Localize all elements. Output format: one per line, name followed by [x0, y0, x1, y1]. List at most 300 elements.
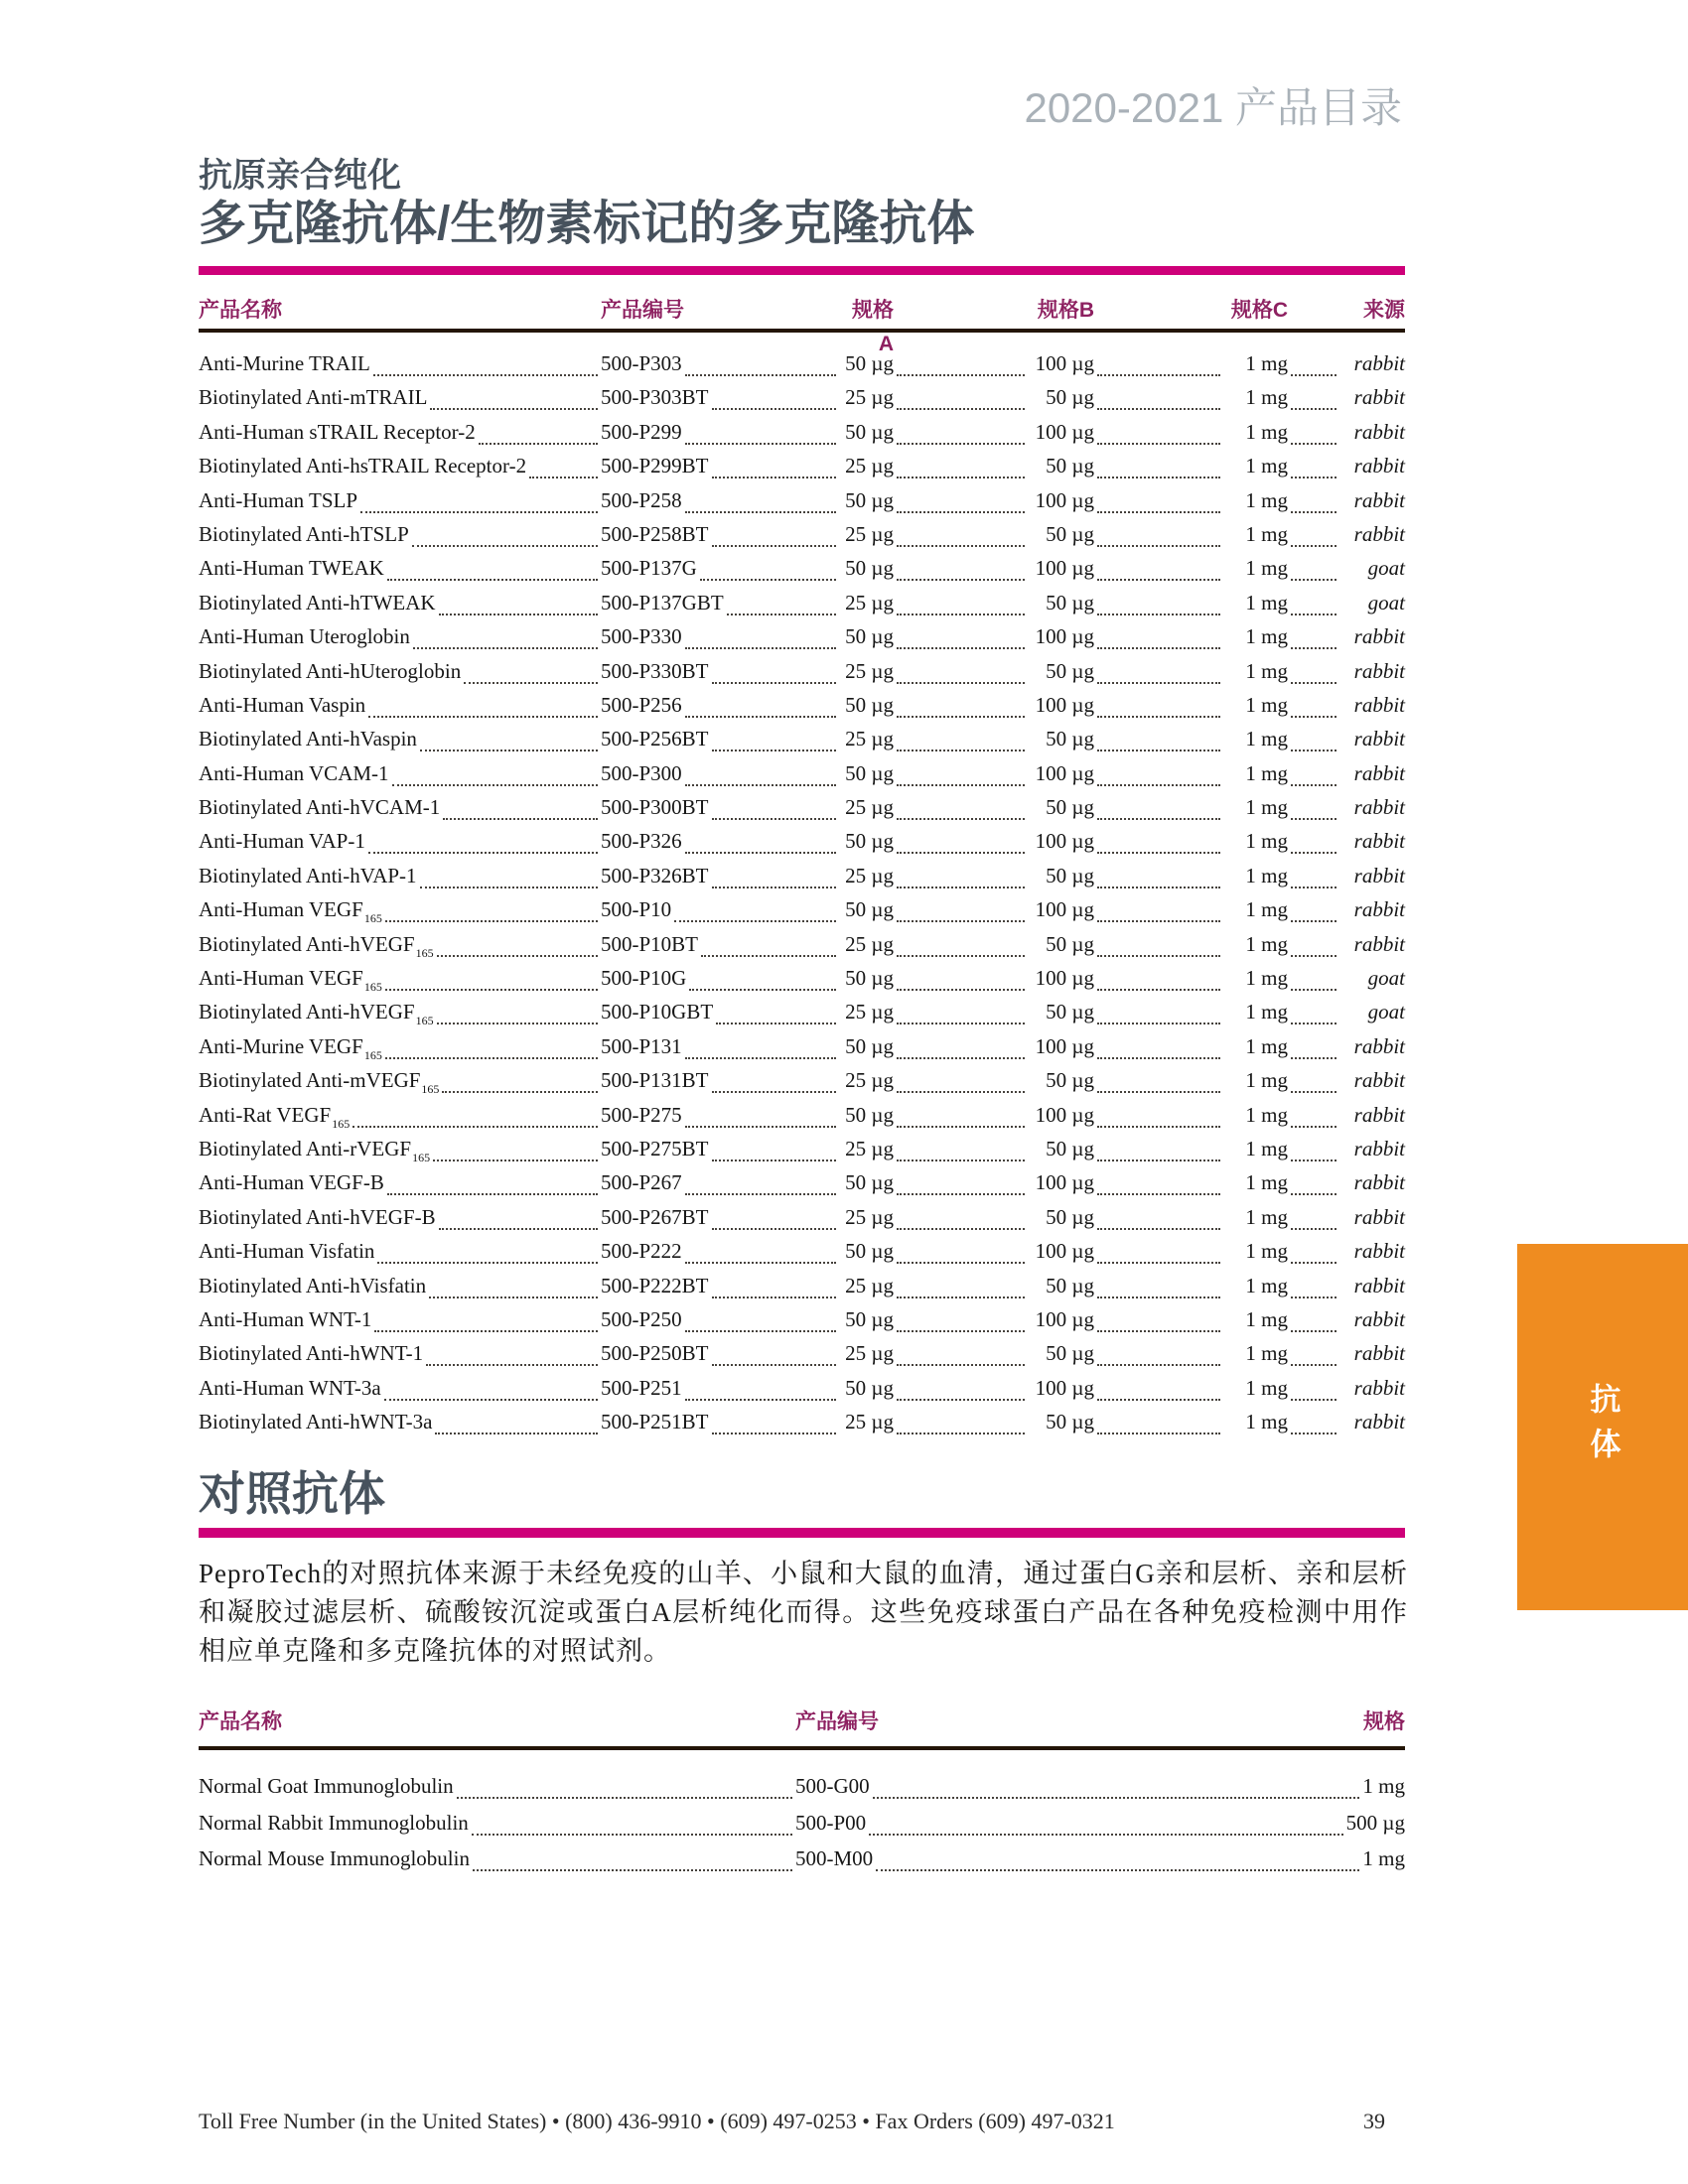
- product-code: 500-P251: [601, 1375, 682, 1400]
- column-header-product-name: 产品名称: [199, 299, 282, 322]
- dotted-leader: [384, 1371, 598, 1401]
- size-c-cell: 1 mg: [1245, 658, 1288, 683]
- product-name: Anti-Murine TRAIL: [199, 351, 370, 375]
- leader-cell: [1094, 483, 1223, 517]
- leader-cell: [1094, 722, 1223, 755]
- dotted-leader: [360, 483, 598, 513]
- dotted-leader: [1097, 619, 1220, 649]
- leader-cell: [1288, 483, 1339, 517]
- dotted-leader: [1291, 859, 1336, 888]
- product-name-subscript: 165: [363, 980, 382, 995]
- leader-cell: [1094, 1200, 1223, 1234]
- product-code-cell: [795, 1842, 1405, 1878]
- dotted-leader: [1291, 1405, 1336, 1434]
- dotted-leader: [716, 995, 836, 1024]
- size-c-cell: 1 mg: [1245, 1170, 1288, 1195]
- leader-cell: [1094, 1098, 1223, 1132]
- size-a-cell: 25 µg: [845, 1410, 894, 1434]
- size-a-cell: 25 µg: [845, 795, 894, 820]
- dotted-leader: [701, 927, 836, 957]
- product-row: [199, 619, 1405, 653]
- product-row: [199, 483, 1405, 517]
- product-name: Anti-Human VCAM-1: [199, 760, 389, 785]
- product-name: Biotinylated Anti-hVaspin: [199, 727, 417, 751]
- control-row: [199, 1769, 1405, 1806]
- size-b-cell: 100 µg: [1035, 1239, 1094, 1264]
- column-header-product-code: 产品编号: [795, 1710, 879, 1733]
- leader-cell: [1094, 1132, 1223, 1165]
- source-cell: rabbit: [1353, 454, 1405, 478]
- footer-contact-line: Toll Free Number (in the United States) • (800) 436-9910 • (609) 497-0253 • Fax Orders (609) 497-0321: [199, 2109, 1115, 2133]
- product-code: 500-P267: [601, 1170, 682, 1195]
- dotted-leader: [1291, 824, 1336, 854]
- dotted-leader: [1291, 1371, 1336, 1401]
- product-code: 500-P330: [601, 624, 682, 649]
- leader-cell: [894, 586, 1028, 619]
- size-a-cell: 25 µg: [845, 1000, 894, 1024]
- product-name-subscript: 165: [332, 1116, 351, 1131]
- product-name-subscript: 165: [415, 945, 434, 960]
- source-cell: rabbit: [1353, 1410, 1405, 1434]
- leader-cell: [894, 1269, 1028, 1302]
- dotted-leader: [1097, 1063, 1220, 1093]
- dotted-leader: [1291, 1029, 1336, 1059]
- dotted-leader: [1291, 1098, 1336, 1128]
- leader-cell: [1094, 449, 1223, 482]
- leader-cell: [894, 415, 1028, 449]
- dotted-leader: [433, 1132, 598, 1161]
- leader-cell: [1288, 927, 1339, 961]
- source-cell: rabbit: [1353, 829, 1405, 854]
- size-b-cell: 100 µg: [1035, 556, 1094, 581]
- product-code: 500-P267BT: [601, 1204, 709, 1229]
- dotted-leader: [1291, 790, 1336, 820]
- dotted-leader: [712, 1336, 836, 1366]
- dotted-leader: [1097, 483, 1220, 513]
- dotted-leader: [1291, 688, 1336, 718]
- size-a-cell: 50 µg: [845, 1033, 894, 1058]
- header-divider-line: [199, 1746, 1405, 1750]
- product-name-cell: [199, 551, 601, 585]
- size-c-cell: 1 mg: [1245, 1239, 1288, 1264]
- source-cell: rabbit: [1353, 1204, 1405, 1229]
- dotted-leader: [897, 1063, 1025, 1093]
- product-code-cell: [601, 380, 839, 414]
- dotted-leader: [727, 586, 836, 615]
- product-name-cell: [199, 756, 601, 790]
- dotted-leader: [1097, 1098, 1220, 1128]
- leader-cell: [894, 1234, 1028, 1268]
- source-cell: goat: [1367, 966, 1405, 991]
- product-row: [199, 1336, 1405, 1370]
- dotted-leader: [674, 892, 836, 922]
- dotted-leader: [1097, 586, 1220, 615]
- leader-cell: [894, 1132, 1028, 1165]
- leader-cell: [1094, 824, 1223, 858]
- dotted-leader: [1097, 551, 1220, 581]
- dotted-leader: [377, 1234, 598, 1264]
- source-cell: rabbit: [1353, 487, 1405, 512]
- product-name: Anti-Rat $VEGF_{165}$: [199, 1102, 351, 1131]
- product-row: [199, 824, 1405, 858]
- size-a-cell: 50 µg: [845, 1102, 894, 1127]
- dotted-leader: [1097, 859, 1220, 888]
- product-name: Biotinylated Anti-hVEGF$_{165}$: [199, 931, 434, 960]
- leader-cell: [1288, 1200, 1339, 1234]
- product-name: Anti-Human VAP-1: [199, 829, 365, 854]
- dotted-leader: [1291, 586, 1336, 615]
- dotted-leader: [712, 1132, 836, 1161]
- dotted-leader: [430, 380, 598, 410]
- product-name-cell: [199, 1200, 601, 1234]
- product-row: [199, 586, 1405, 619]
- product-code: 500-P250BT: [601, 1341, 709, 1366]
- column-header-source: 来源: [1363, 299, 1405, 322]
- leader-cell: [894, 346, 1028, 380]
- column-header-product-name: 产品名称: [199, 1710, 282, 1733]
- dotted-leader: [689, 961, 836, 991]
- dotted-leader: [897, 619, 1025, 649]
- product-row: [199, 517, 1405, 551]
- product-name: Biotinylated Anti-hVEGF$_{165}$: [199, 1000, 434, 1028]
- product-name-subscript: 165: [363, 1047, 382, 1062]
- size-a-cell: 50 µg: [845, 1375, 894, 1400]
- leader-cell: [894, 619, 1028, 653]
- dotted-leader: [897, 1302, 1025, 1332]
- dotted-leader: [712, 1269, 836, 1298]
- leader-cell: [1288, 1063, 1339, 1097]
- size-a-cell: 50 µg: [845, 760, 894, 785]
- section-eyebrow: 抗原亲合纯化: [199, 157, 401, 195]
- product-code-cell: [601, 586, 839, 619]
- dotted-leader: [712, 859, 836, 888]
- dotted-leader: [897, 654, 1025, 684]
- dotted-leader: [1291, 927, 1336, 957]
- product-name-cell: [199, 688, 601, 722]
- source-cell: rabbit: [1353, 1136, 1405, 1160]
- source-cell: rabbit: [1353, 1341, 1405, 1366]
- dotted-leader: [1097, 688, 1220, 718]
- product-name-cell: [199, 654, 601, 688]
- dotted-leader: [374, 1302, 598, 1332]
- product-name-cell: [199, 1098, 601, 1132]
- product-name: Anti-Human WNT-1: [199, 1306, 372, 1331]
- dotted-leader: [897, 1336, 1025, 1366]
- dotted-leader: [1291, 1302, 1336, 1332]
- dotted-leader: [897, 346, 1025, 376]
- size-b-cell: 100 µg: [1035, 624, 1094, 649]
- dotted-leader: [413, 619, 598, 649]
- column-header-size-b: 规格B: [1037, 299, 1094, 322]
- product-name-cell: [199, 824, 601, 858]
- source-cell: rabbit: [1353, 385, 1405, 410]
- leader-cell: [894, 1200, 1028, 1234]
- product-code: 500-P300: [601, 760, 682, 785]
- dotted-leader: [429, 1269, 598, 1298]
- dotted-leader: [897, 1371, 1025, 1401]
- dotted-leader: [712, 1200, 836, 1230]
- source-cell: rabbit: [1353, 692, 1405, 717]
- dotted-leader: [420, 722, 598, 751]
- leader-cell: [1094, 586, 1223, 619]
- product-code: 500-P330BT: [601, 658, 709, 683]
- product-code-cell: [601, 1029, 839, 1063]
- leader-cell: [1094, 654, 1223, 688]
- size-a-cell: 25 µg: [845, 385, 894, 410]
- leader-cell: [1288, 1234, 1339, 1268]
- product-code: 500-P256: [601, 692, 682, 717]
- leader-cell: [894, 1371, 1028, 1405]
- dotted-leader: [712, 654, 836, 684]
- size-a-cell: 50 µg: [845, 487, 894, 512]
- column-header-size-c: 规格C: [1230, 299, 1288, 322]
- product-name: Anti-Human VEGF-B: [199, 1170, 384, 1195]
- dotted-leader: [873, 1769, 1360, 1799]
- leader-cell: [1288, 346, 1339, 380]
- size-c-cell: 1 mg: [1245, 624, 1288, 649]
- dotted-leader: [897, 688, 1025, 718]
- dotted-leader: [472, 1806, 792, 1836]
- product-code: 500-P326BT: [601, 863, 709, 887]
- dotted-leader: [897, 1132, 1025, 1161]
- dotted-leader: [392, 756, 598, 786]
- dotted-leader: [897, 756, 1025, 786]
- magenta-rule-control: [199, 1528, 1405, 1538]
- dotted-leader: [1291, 1132, 1336, 1161]
- leader-cell: [1288, 961, 1339, 995]
- leader-cell: [1288, 449, 1339, 482]
- dotted-leader: [385, 892, 598, 922]
- source-cell: rabbit: [1353, 624, 1405, 649]
- dotted-leader: [457, 1769, 792, 1799]
- product-code: 500-P10BT: [601, 931, 699, 956]
- leader-cell: [894, 654, 1028, 688]
- size-b-cell: 100 µg: [1035, 1306, 1094, 1331]
- size-a-cell: 50 µg: [845, 692, 894, 717]
- dotted-leader: [1097, 380, 1220, 410]
- dotted-leader: [1291, 1234, 1336, 1264]
- size-cell: 500 µg: [1345, 1810, 1405, 1835]
- dotted-leader: [897, 1405, 1025, 1434]
- product-code: 500-P303BT: [601, 385, 709, 410]
- product-name-subscript: 165: [412, 1150, 431, 1164]
- product-name-cell: [199, 1165, 601, 1199]
- leader-cell: [1288, 1098, 1339, 1132]
- leader-cell: [1288, 756, 1339, 790]
- leader-cell: [894, 483, 1028, 517]
- product-code-cell: [601, 517, 839, 551]
- dotted-leader: [1291, 1269, 1336, 1298]
- size-c-cell: 1 mg: [1245, 351, 1288, 375]
- product-code: 500-G00: [795, 1774, 870, 1798]
- dotted-leader: [897, 1029, 1025, 1059]
- source-cell: rabbit: [1353, 658, 1405, 683]
- size-b-cell: 50 µg: [1046, 795, 1094, 820]
- dotted-leader: [1097, 790, 1220, 820]
- catalog-edition-title: 2020-2021 产品目录: [1024, 84, 1402, 131]
- product-code: 500-P326: [601, 829, 682, 854]
- control-row: [199, 1806, 1405, 1843]
- product-row: [199, 1200, 1405, 1234]
- leader-cell: [1094, 790, 1223, 824]
- product-code: 500-P299BT: [601, 454, 709, 478]
- dotted-leader: [1291, 1165, 1336, 1195]
- leader-cell: [894, 961, 1028, 995]
- size-c-cell: 1 mg: [1245, 1068, 1288, 1093]
- dotted-leader: [1097, 415, 1220, 445]
- dotted-leader: [1291, 961, 1336, 991]
- dotted-leader: [712, 790, 836, 820]
- dotted-leader: [1097, 1132, 1220, 1161]
- product-name-cell: [199, 1842, 795, 1878]
- dotted-leader: [1097, 1269, 1220, 1298]
- leader-cell: [894, 927, 1028, 961]
- product-name: Biotinylated Anti-rVEGF$_{165}$: [199, 1136, 431, 1164]
- size-c-cell: 1 mg: [1245, 897, 1288, 922]
- leader-cell: [1094, 961, 1223, 995]
- product-name: Anti-Human Visfatin: [199, 1239, 375, 1264]
- product-name: Biotinylated Anti-hWNT-1: [199, 1341, 424, 1366]
- product-name-cell: [199, 483, 601, 517]
- size-b-cell: 50 µg: [1046, 1410, 1094, 1434]
- source-cell: goat: [1367, 1000, 1405, 1024]
- product-code-cell: [795, 1769, 1405, 1806]
- product-name: Biotinylated Anti-hsTRAIL Receptor-2: [199, 454, 527, 478]
- size-c-cell: 1 mg: [1245, 1102, 1288, 1127]
- product-name: Normal Mouse Immunoglobulin: [199, 1846, 470, 1871]
- size-c-cell: 1 mg: [1245, 1136, 1288, 1160]
- source-cell: goat: [1367, 556, 1405, 581]
- size-b-cell: 100 µg: [1035, 1170, 1094, 1195]
- product-name: Biotinylated Anti-hTWEAK: [199, 590, 436, 614]
- size-a-cell: 50 µg: [845, 351, 894, 375]
- leader-cell: [1094, 1336, 1223, 1370]
- leader-cell: [1094, 1063, 1223, 1097]
- dotted-leader: [897, 892, 1025, 922]
- product-name: Biotinylated Anti-hTSLP: [199, 521, 409, 546]
- chapter-tab-label: 抗体: [1585, 1382, 1620, 1472]
- dotted-leader: [685, 688, 836, 718]
- dotted-leader: [876, 1842, 1359, 1871]
- size-a-cell: 50 µg: [845, 556, 894, 581]
- dotted-leader: [897, 1269, 1025, 1298]
- product-code: 500-P137GBT: [601, 590, 724, 614]
- size-c-cell: 1 mg: [1245, 556, 1288, 581]
- dotted-leader: [869, 1806, 1342, 1836]
- product-row: [199, 1029, 1405, 1063]
- product-name: Biotinylated Anti-hVisfatin: [199, 1273, 427, 1297]
- leader-cell: [1094, 415, 1223, 449]
- dotted-leader: [1097, 1371, 1220, 1401]
- control-table-body: [199, 1769, 1405, 1878]
- size-b-cell: 100 µg: [1035, 966, 1094, 991]
- leader-cell: [1094, 892, 1223, 926]
- size-a-cell: 50 µg: [845, 1306, 894, 1331]
- product-code-cell: [601, 1302, 839, 1336]
- dotted-leader: [373, 346, 598, 376]
- leader-cell: [1288, 1336, 1339, 1370]
- control-table-header: [199, 1706, 1405, 1739]
- product-row: [199, 995, 1405, 1028]
- leader-cell: [1288, 1029, 1339, 1063]
- leader-cell: [1094, 1165, 1223, 1199]
- dotted-leader: [1291, 619, 1336, 649]
- dotted-leader: [685, 756, 836, 786]
- product-code-cell: [601, 415, 839, 449]
- product-name-cell: [199, 346, 601, 380]
- leader-cell: [1288, 380, 1339, 414]
- size-b-cell: 100 µg: [1035, 692, 1094, 717]
- source-cell: rabbit: [1353, 1273, 1405, 1297]
- product-name-cell: [199, 1234, 601, 1268]
- dotted-leader: [387, 1165, 598, 1195]
- dotted-leader: [1097, 722, 1220, 751]
- dotted-leader: [1291, 346, 1336, 376]
- dotted-leader: [712, 517, 836, 547]
- leader-cell: [1094, 1405, 1223, 1438]
- product-name-subscript: 165: [421, 1082, 440, 1097]
- size-b-cell: 100 µg: [1035, 1375, 1094, 1400]
- product-name-cell: [199, 415, 601, 449]
- dotted-leader: [1097, 1029, 1220, 1059]
- size-b-cell: 100 µg: [1035, 487, 1094, 512]
- product-row: [199, 1234, 1405, 1268]
- product-code-cell: [601, 790, 839, 824]
- leader-cell: [1094, 1371, 1223, 1405]
- leader-cell: [1094, 380, 1223, 414]
- leader-cell: [894, 1302, 1028, 1336]
- dotted-leader: [439, 586, 598, 615]
- dotted-leader: [700, 551, 836, 581]
- leader-cell: [1288, 859, 1339, 892]
- control-section-title: 对照抗体: [199, 1467, 385, 1520]
- dotted-leader: [897, 1098, 1025, 1128]
- size-a-cell: 25 µg: [845, 931, 894, 956]
- product-row: [199, 961, 1405, 995]
- size-a-cell: 50 µg: [845, 829, 894, 854]
- leader-cell: [1288, 415, 1339, 449]
- size-b-cell: 50 µg: [1046, 727, 1094, 751]
- leader-cell: [894, 859, 1028, 892]
- product-name-cell: [199, 790, 601, 824]
- leader-cell: [894, 1098, 1028, 1132]
- product-row: [199, 1405, 1405, 1438]
- leader-cell: [1288, 824, 1339, 858]
- product-row: [199, 790, 1405, 824]
- leader-cell: [894, 756, 1028, 790]
- size-a-cell: 50 µg: [845, 624, 894, 649]
- product-code-cell: [795, 1806, 1405, 1843]
- product-name: Biotinylated Anti-hWNT-3a: [199, 1410, 433, 1434]
- dotted-leader: [1291, 483, 1336, 513]
- antibody-table-body: [199, 346, 1405, 1439]
- size-a-cell: 25 µg: [845, 1341, 894, 1366]
- product-code-cell: [601, 722, 839, 755]
- product-code-cell: [601, 961, 839, 995]
- dotted-leader: [1097, 1165, 1220, 1195]
- leader-cell: [1288, 619, 1339, 653]
- product-name-cell: [199, 1371, 601, 1405]
- product-name: Anti-Human Vaspin: [199, 692, 366, 717]
- size-c-cell: 1 mg: [1245, 1273, 1288, 1297]
- size-c-cell: 1 mg: [1245, 454, 1288, 478]
- leader-cell: [1288, 551, 1339, 585]
- product-name: Anti-Murine $VEGF_{165}$: [199, 1033, 382, 1062]
- dotted-leader: [897, 722, 1025, 751]
- leader-cell: [894, 1336, 1028, 1370]
- size-b-cell: 50 µg: [1046, 1273, 1094, 1297]
- product-row: [199, 1371, 1405, 1405]
